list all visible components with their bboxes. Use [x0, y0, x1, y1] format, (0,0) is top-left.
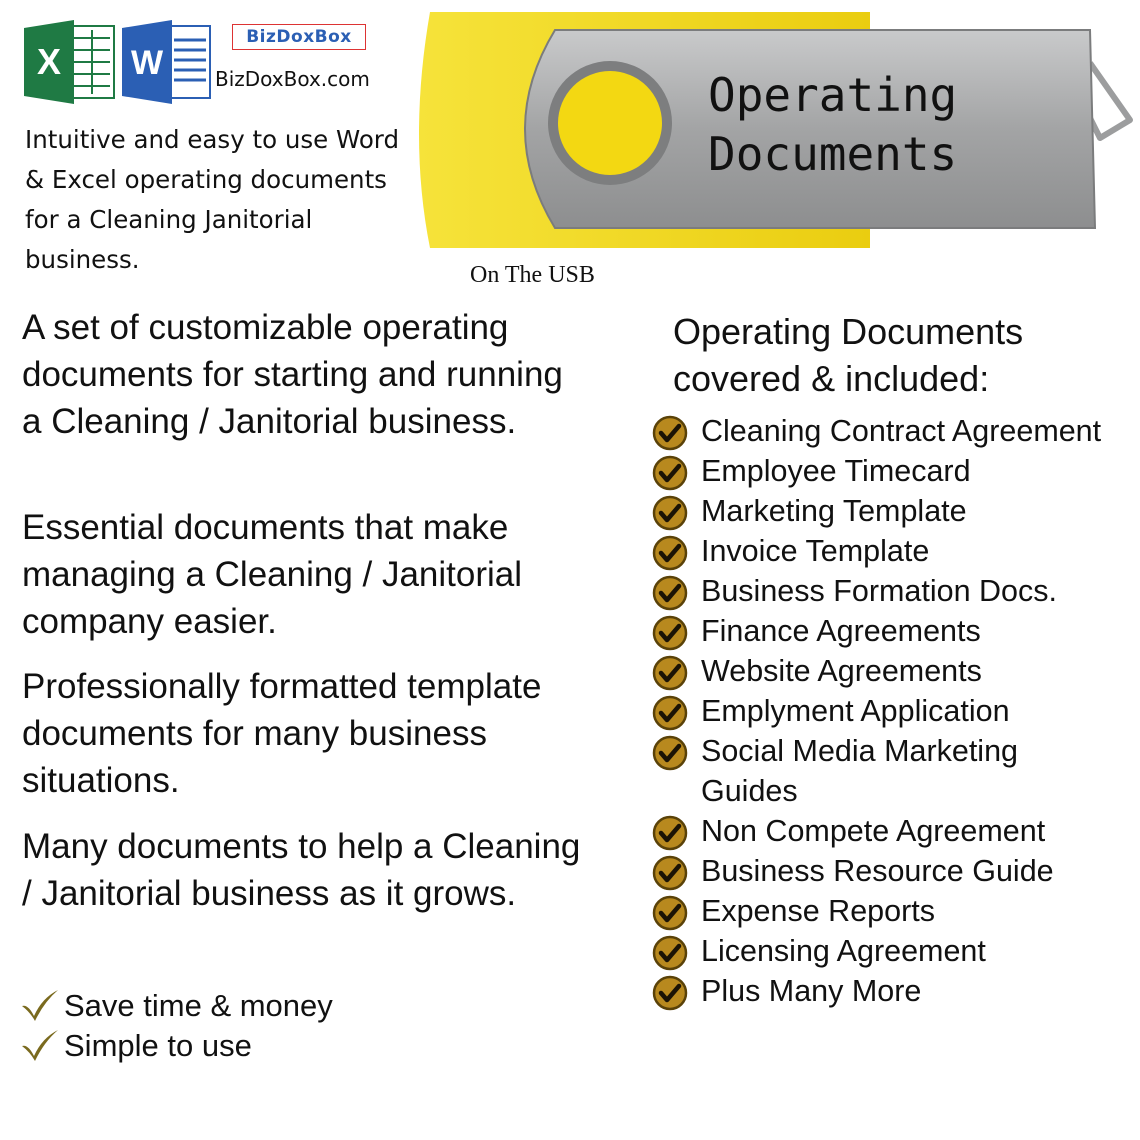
benefit-item [20, 1026, 333, 1066]
gold-check-badge-icon [652, 575, 688, 611]
document-name: Social Media Marketing [701, 734, 1019, 768]
document-name: Employee Timecard [701, 454, 971, 488]
excel-icon [24, 20, 116, 104]
list-item [652, 611, 1101, 651]
gold-check-badge-icon [652, 455, 688, 491]
list-item [652, 451, 1101, 491]
usb-drive-image [400, 8, 1140, 266]
documents-heading [673, 308, 1023, 402]
brand-url: BizDoxBox.com [215, 67, 370, 91]
word-icon [122, 20, 212, 104]
document-name: Plus Many More [701, 974, 922, 1008]
list-item [652, 691, 1101, 731]
document-name-continued: Guides [701, 774, 798, 808]
gold-check-badge-icon [652, 895, 688, 931]
gold-check-badge-icon [652, 655, 688, 691]
gold-check-badge-icon [652, 535, 688, 571]
document-name: Business Formation Docs. [701, 574, 1057, 608]
svg-text:W: W [130, 44, 164, 82]
gold-check-badge-icon [652, 975, 688, 1011]
list-item [652, 571, 1101, 611]
gold-check-badge-icon [652, 495, 688, 531]
document-name: Cleaning Contract Agreement [701, 414, 1102, 448]
list-item [652, 651, 1101, 691]
document-name: Emplyment Application [701, 694, 1010, 728]
brand-logo: BizDoxBox [232, 24, 366, 50]
check-icon [20, 988, 60, 1022]
description-paragraph-2: Essential documents that make managing a Cleaning / Janitorial company easier. [22, 508, 523, 641]
benefit-item [20, 986, 333, 1026]
list-item [652, 531, 1101, 571]
description-paragraph-4: Many documents to help a Cleaning / Janitorial business as it grows. [22, 827, 581, 913]
list-item [652, 891, 1101, 931]
svg-text:X: X [36, 41, 62, 82]
gold-check-badge-icon [652, 855, 688, 891]
gold-check-badge-icon [652, 415, 688, 451]
list-item [652, 931, 1101, 971]
list-item [652, 731, 1101, 811]
documents-heading-line1: Operating Documents [673, 311, 1024, 352]
documents-list [652, 411, 1101, 1011]
benefit-label: Simple to use [64, 1028, 252, 1063]
gold-check-badge-icon [652, 935, 688, 971]
description-paragraph-3: Professionally formatted template documents for many business situations. [22, 667, 542, 800]
check-icon [20, 1028, 60, 1062]
document-name: Licensing Agreement [701, 934, 986, 968]
intro-text: Intuitive and easy to use Word & Excel operating documents for a Cleaning Janitorial business. [25, 125, 399, 274]
list-item [652, 811, 1101, 851]
benefit-label: Save time & money [64, 988, 333, 1023]
document-name: Business Resource Guide [701, 854, 1054, 888]
gold-check-badge-icon [652, 735, 688, 771]
description-paragraph-1: A set of customizable operating documents for starting and running a Cleaning / Janitorial business. [22, 308, 563, 441]
list-item [652, 851, 1101, 891]
list-item [652, 971, 1101, 1011]
document-name: Finance Agreements [701, 614, 981, 648]
document-name: Invoice Template [701, 534, 930, 568]
list-item [652, 411, 1101, 451]
document-name: Expense Reports [701, 894, 935, 928]
gold-check-badge-icon [652, 695, 688, 731]
document-name: Website Agreements [701, 654, 982, 688]
gold-check-badge-icon [652, 615, 688, 651]
benefits-list [20, 986, 333, 1066]
list-item [652, 491, 1101, 531]
usb-label-line1: Operating [708, 68, 958, 122]
documents-heading-line2: covered & included: [673, 358, 990, 399]
gold-check-badge-icon [652, 815, 688, 851]
usb-caption: On The USB [470, 262, 595, 288]
document-name: Non Compete Agreement [701, 814, 1046, 848]
document-name: Marketing Template [701, 494, 967, 528]
usb-label-line2: Documents [708, 127, 958, 181]
